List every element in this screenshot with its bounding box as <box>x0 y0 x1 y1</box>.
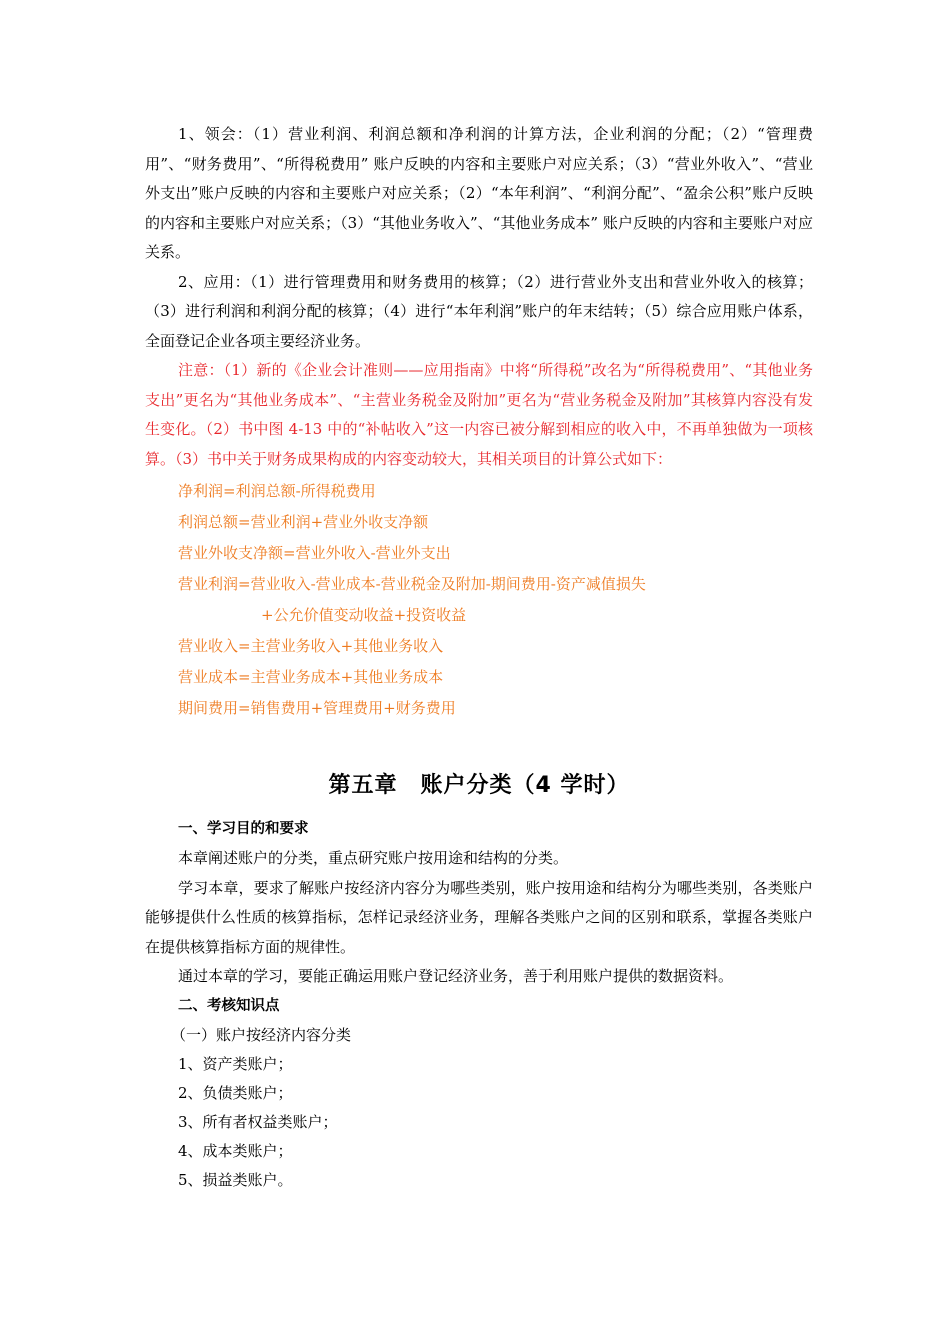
formula-list <box>145 476 813 724</box>
list-item: 4、成本类账户； <box>178 1141 293 1160</box>
list-item: 2、负债类账户； <box>178 1083 293 1102</box>
objectives-paragraph-2: 学习本章，要求了解账户按经济内容分为哪些类别，账户按用途和结构分为哪些类别，各类账户能够提供什么性质的核算指标，怎样记录经济业务，理解各类账户之间的区别和联系，掌握各类账户在提供核算指标方面的规律性。 <box>145 878 813 956</box>
objectives-paragraph-1: 本章阐述账户的分类，重点研究账户按用途和结构的分类。 <box>178 849 569 867</box>
document-page <box>145 120 813 1195</box>
formula-period-expense: 期间费用=销售费用+管理费用+财务费用 <box>178 699 456 717</box>
formula-operating-profit-continued: +公允价值变动收益+投资收益 <box>261 606 467 624</box>
objectives-paragraph-3: 通过本章的学习，要能正确运用账户登记经济业务，善于利用账户提供的数据资料。 <box>178 967 734 985</box>
section-heading-objectives: 一、学习目的和要求 <box>178 821 309 837</box>
list-item: 5、损益类账户。 <box>178 1170 293 1189</box>
formula-net-profit: 净利润=利润总额-所得税费用 <box>178 482 376 500</box>
formula-operating-revenue: 营业收入=主营业务收入+其他业务收入 <box>178 637 444 655</box>
formula-operating-profit: 营业利润=营业收入-营业成本-营业税金及附加-期间费用-资产减值损失 <box>178 575 646 593</box>
paragraph-apply: 2、应用：（1）进行管理费用和财务费用的核算；（2）进行营业外支出和营业外收入的核算；（3）进行利润和利润分配的核算；（4）进行“本年利润”账户的年末结转；（5）综合应用账户体系，全面登记企业各项主要经济业务。 <box>145 272 813 350</box>
paragraph-note: 注意：（1）新的《企业会计准则——应用指南》中将“所得税”改名为“所得税费用”、“其他业务支出”更名为“其他业务成本”、“主营业务税金及附加”更名为“营业务税金及附加”其核算内容没有发生变化。（2）书中图 4-13 中的“补帖收入”这一内容已被分解到相应的收入中，不再单独做为一项核算。（3）书中关于财务成果构成的内容变动较大，其相关项目的计算公式如下： <box>145 361 813 468</box>
section-heading-knowledge-points: 二、考核知识点 <box>178 997 280 1014</box>
chapter-title: 第五章 账户分类（4 学时） <box>328 773 630 798</box>
subsection-heading: （一）账户按经济内容分类 <box>171 1025 352 1044</box>
formula-total-profit: 利润总额=营业利润+营业外收支净额 <box>178 513 429 531</box>
paragraph-understand: 1、领会：（1）营业利润、利润总额和净利润的计算方法，企业利润的分配；（2）“管理费用”、“财务费用”、“所得税费用” 账户反映的内容和主要账户对应关系；（3）“营业外收入”、“营业外支出”账户反映的内容和主要账户对应关系；（2）“本年利润”、“利润分配”、“盈余公积”账户反映的内容和主要账户对应关系；（3）“其他业务收入”、“其他业务成本” 账户反映的内容和主要账户对应关系。 <box>145 125 813 261</box>
formula-nonop-net: 营业外收支净额=营业外收入-营业外支出 <box>178 544 451 562</box>
formula-operating-cost: 营业成本=主营业务成本+其他业务成本 <box>178 668 444 686</box>
list-item: 3、所有者权益类账户； <box>178 1112 338 1131</box>
list-item: 1、资产类账户； <box>178 1054 293 1073</box>
